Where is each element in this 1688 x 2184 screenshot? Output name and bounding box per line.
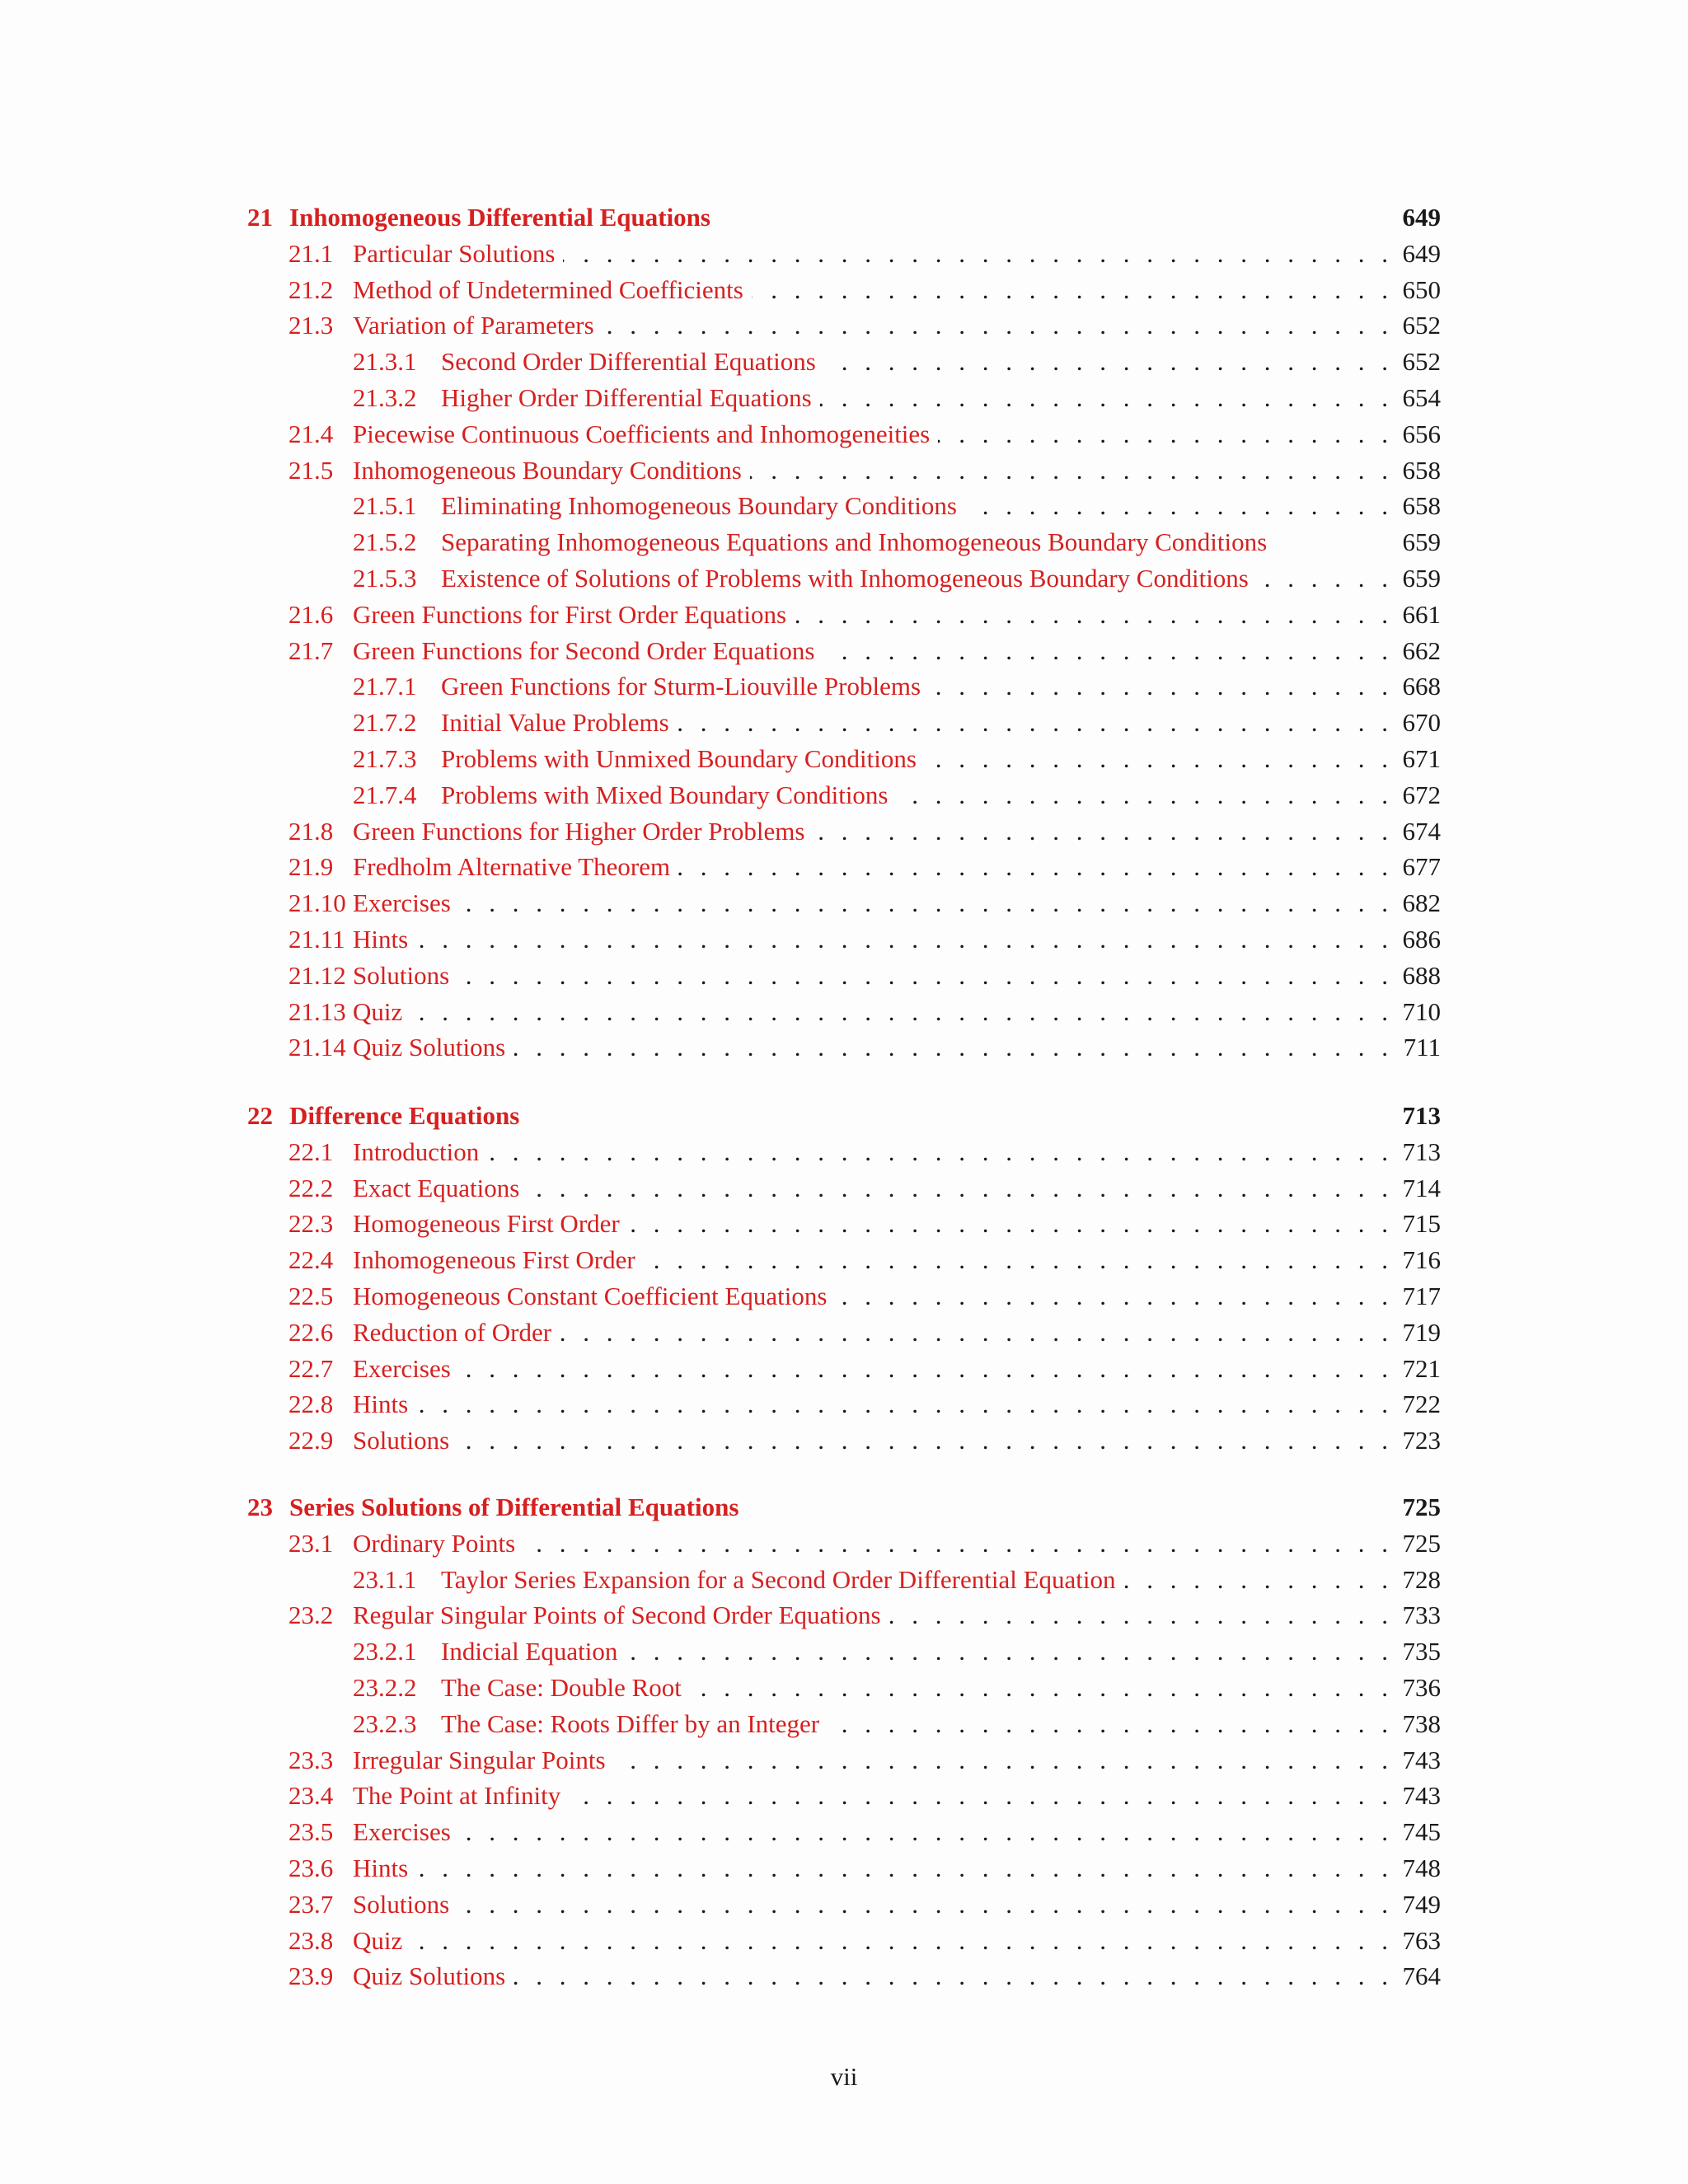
section-page: 711 bbox=[1403, 1033, 1441, 1062]
dot-leader bbox=[824, 345, 1388, 378]
dot-leader bbox=[459, 1352, 1388, 1385]
dot-leader bbox=[813, 815, 1388, 848]
toc-section-entry[interactable] bbox=[288, 1031, 1441, 1064]
section-number: 21.2 bbox=[288, 275, 334, 304]
dot-leader bbox=[965, 490, 1388, 523]
section-number: 23.1.1 bbox=[353, 1565, 417, 1594]
section-title: Problems with Unmixed Boundary Conditions bbox=[441, 744, 917, 773]
section-title: Homogeneous Constant Coefficient Equations bbox=[353, 1282, 828, 1310]
section-page: 652 bbox=[1402, 347, 1441, 376]
section-number: 23.1 bbox=[288, 1529, 334, 1558]
toc-subsubsection-entry[interactable] bbox=[353, 670, 1441, 703]
toc-section-entry[interactable] bbox=[288, 1888, 1441, 1921]
section-number: 23.5 bbox=[288, 1817, 334, 1846]
section-number: 21.7.1 bbox=[353, 672, 417, 701]
chapter-page: 725 bbox=[1402, 1493, 1441, 1521]
toc-section-entry[interactable] bbox=[288, 996, 1441, 1029]
chapter-number: 21 bbox=[247, 203, 273, 232]
section-page: 671 bbox=[1402, 744, 1441, 773]
toc-section-entry[interactable] bbox=[288, 1960, 1441, 1993]
dot-leader bbox=[835, 1280, 1388, 1313]
section-page: 716 bbox=[1402, 1245, 1441, 1274]
section-title: Method of Undetermined Coefficients bbox=[353, 275, 743, 304]
toc-subsubsection-entry[interactable] bbox=[353, 490, 1441, 523]
dot-leader bbox=[626, 1635, 1388, 1668]
section-number: 21.3 bbox=[288, 311, 334, 340]
section-page: 658 bbox=[1402, 456, 1441, 485]
section-number: 23.8 bbox=[288, 1926, 334, 1955]
section-page: 677 bbox=[1402, 852, 1441, 881]
section-page: 721 bbox=[1402, 1354, 1441, 1383]
toc-section-entry[interactable] bbox=[288, 1424, 1441, 1457]
section-number: 22.5 bbox=[288, 1282, 334, 1310]
section-number: 22.9 bbox=[288, 1426, 334, 1455]
section-page: 672 bbox=[1402, 780, 1441, 809]
section-title: Exact Equations bbox=[353, 1174, 520, 1202]
section-page: 748 bbox=[1402, 1854, 1441, 1882]
toc-section-entry[interactable] bbox=[288, 1280, 1441, 1313]
section-number: 21.5.3 bbox=[353, 564, 417, 593]
toc-section-entry[interactable] bbox=[288, 1527, 1441, 1560]
section-title: Variation of Parameters bbox=[353, 311, 594, 340]
section-title: Introduction bbox=[353, 1137, 480, 1166]
section-title: Hints bbox=[353, 1390, 409, 1418]
toc-subsubsection-entry[interactable] bbox=[353, 562, 1441, 595]
toc-section-entry[interactable] bbox=[288, 815, 1441, 848]
section-number: 23.6 bbox=[288, 1854, 334, 1882]
dot-leader bbox=[823, 635, 1388, 668]
chapter-title: Difference Equations bbox=[289, 1101, 520, 1130]
toc-subsubsection-entry[interactable] bbox=[353, 779, 1441, 812]
section-title: The Point at Infinity bbox=[353, 1781, 561, 1810]
dot-leader bbox=[1257, 562, 1388, 595]
section-number: 21.12 bbox=[288, 961, 346, 990]
section-number: 21.5 bbox=[288, 456, 334, 485]
section-number: 21.1 bbox=[288, 239, 334, 268]
section-number: 21.3.2 bbox=[353, 383, 417, 412]
dot-leader bbox=[560, 1316, 1388, 1349]
section-number: 21.14 bbox=[288, 1033, 346, 1062]
section-page: 738 bbox=[1402, 1709, 1441, 1738]
dot-leader bbox=[410, 1924, 1388, 1957]
chapter-number: 22 bbox=[247, 1101, 273, 1130]
page-number-footer: vii bbox=[830, 2062, 858, 2091]
toc-section-entry[interactable] bbox=[288, 1352, 1441, 1385]
dot-leader bbox=[750, 454, 1388, 487]
section-number: 21.7.4 bbox=[353, 780, 417, 809]
chapter-number: 23 bbox=[247, 1493, 273, 1521]
section-number: 21.10 bbox=[288, 888, 346, 917]
dot-leader bbox=[410, 996, 1388, 1029]
section-title: Ordinary Points bbox=[353, 1529, 516, 1558]
section-page: 656 bbox=[1402, 419, 1441, 448]
section-title: Green Functions for Second Order Equations bbox=[353, 636, 815, 665]
section-number: 22.4 bbox=[288, 1245, 334, 1274]
section-page: 763 bbox=[1402, 1926, 1441, 1955]
section-number: 22.2 bbox=[288, 1174, 334, 1202]
section-title: Exercises bbox=[353, 888, 451, 917]
toc-section-entry[interactable] bbox=[288, 1924, 1441, 1957]
dot-leader bbox=[416, 923, 1388, 956]
dot-leader bbox=[644, 1244, 1388, 1277]
section-page: 743 bbox=[1402, 1746, 1441, 1774]
section-title: Green Functions for First Order Equations bbox=[353, 600, 787, 629]
section-page: 722 bbox=[1402, 1390, 1441, 1418]
dot-leader bbox=[416, 1852, 1388, 1885]
section-title: Exercises bbox=[353, 1354, 451, 1383]
section-title: Taylor Series Expansion for a Second Order Differential Equation bbox=[441, 1565, 1116, 1594]
section-number: 21.6 bbox=[288, 600, 334, 629]
section-number: 23.2.3 bbox=[353, 1709, 417, 1738]
section-title: Higher Order Differential Equations bbox=[441, 383, 812, 412]
section-page: 652 bbox=[1402, 311, 1441, 340]
section-page: 736 bbox=[1402, 1673, 1441, 1702]
dot-leader bbox=[457, 959, 1388, 992]
toc-section-entry[interactable] bbox=[288, 454, 1441, 487]
dot-leader bbox=[938, 418, 1388, 451]
dot-leader bbox=[459, 887, 1388, 920]
section-number: 23.2.1 bbox=[353, 1637, 417, 1666]
toc-section-entry[interactable] bbox=[288, 1316, 1441, 1349]
section-page: 743 bbox=[1402, 1781, 1441, 1810]
section-number: 22.8 bbox=[288, 1390, 334, 1418]
section-title: Homogeneous First Order bbox=[353, 1209, 620, 1238]
section-page: 749 bbox=[1402, 1890, 1441, 1919]
dot-leader bbox=[569, 1779, 1388, 1812]
section-number: 21.9 bbox=[288, 852, 334, 881]
dot-leader bbox=[457, 1888, 1388, 1921]
section-page: 654 bbox=[1402, 383, 1441, 412]
section-title: Solutions bbox=[353, 1890, 450, 1919]
toc-section-entry[interactable] bbox=[288, 887, 1441, 920]
section-number: 21.7 bbox=[288, 636, 334, 665]
toc-section-entry[interactable] bbox=[288, 1816, 1441, 1849]
toc-section-entry[interactable] bbox=[288, 1244, 1441, 1277]
section-page: 659 bbox=[1402, 564, 1441, 593]
section-page: 682 bbox=[1402, 888, 1441, 917]
toc-section-entry[interactable] bbox=[288, 1172, 1441, 1205]
section-page: 745 bbox=[1402, 1817, 1441, 1846]
section-page: 674 bbox=[1402, 817, 1441, 846]
dot-leader bbox=[897, 779, 1389, 812]
section-page: 728 bbox=[1402, 1565, 1441, 1594]
toc-section-entry[interactable] bbox=[288, 1852, 1441, 1885]
section-title: Irregular Singular Points bbox=[353, 1746, 606, 1774]
dot-leader bbox=[523, 1527, 1388, 1560]
section-title: Particular Solutions bbox=[353, 239, 556, 268]
section-title: Eliminating Inhomogeneous Boundary Conditions bbox=[441, 491, 957, 520]
dot-leader bbox=[889, 1599, 1388, 1632]
dot-leader bbox=[614, 1744, 1388, 1777]
section-number: 21.3.1 bbox=[353, 347, 417, 376]
section-page: 714 bbox=[1402, 1174, 1441, 1202]
section-number: 22.6 bbox=[288, 1318, 334, 1347]
toc-section-entry[interactable] bbox=[288, 959, 1441, 992]
section-page: 649 bbox=[1402, 239, 1441, 268]
toc-section-entry[interactable] bbox=[288, 418, 1441, 451]
section-number: 21.8 bbox=[288, 817, 334, 846]
dot-leader bbox=[678, 706, 1388, 739]
section-number: 21.7.3 bbox=[353, 744, 417, 773]
dot-leader bbox=[416, 1388, 1388, 1421]
section-page: 733 bbox=[1402, 1601, 1441, 1629]
toc-subsubsection-entry[interactable] bbox=[353, 345, 1441, 378]
section-number: 22.7 bbox=[288, 1354, 334, 1383]
toc-section-entry[interactable] bbox=[288, 1744, 1441, 1777]
dot-leader bbox=[752, 274, 1388, 307]
section-number: 21.5.1 bbox=[353, 491, 417, 520]
section-page: 668 bbox=[1402, 672, 1441, 701]
toc-subsubsection-entry[interactable] bbox=[353, 706, 1441, 739]
toc-section-entry[interactable] bbox=[288, 851, 1441, 883]
toc-section-entry[interactable] bbox=[288, 1779, 1441, 1812]
dot-leader bbox=[563, 237, 1388, 270]
section-title: Fredholm Alternative Theorem bbox=[353, 852, 671, 881]
chapter-heading[interactable] bbox=[247, 1491, 1441, 1524]
toc-section-entry[interactable] bbox=[288, 237, 1441, 270]
section-title: Indicial Equation bbox=[441, 1637, 618, 1666]
section-title: Hints bbox=[353, 925, 409, 954]
section-number: 21.11 bbox=[288, 925, 345, 954]
toc-section-entry[interactable] bbox=[288, 1136, 1441, 1169]
toc-subsubsection-entry[interactable] bbox=[353, 526, 1441, 559]
toc-subsubsection-entry[interactable] bbox=[353, 382, 1441, 415]
dot-leader bbox=[678, 851, 1388, 883]
dot-leader bbox=[459, 1816, 1388, 1849]
toc-section-entry[interactable] bbox=[288, 1599, 1441, 1632]
dot-leader bbox=[690, 1671, 1388, 1704]
section-page: 725 bbox=[1402, 1529, 1441, 1558]
dot-leader bbox=[487, 1136, 1388, 1169]
section-number: 23.4 bbox=[288, 1781, 334, 1810]
section-page: 661 bbox=[1402, 600, 1441, 629]
section-page: 659 bbox=[1402, 527, 1441, 556]
toc-section-entry[interactable] bbox=[288, 598, 1441, 631]
section-title: Quiz bbox=[353, 1926, 403, 1955]
section-page: 650 bbox=[1402, 275, 1441, 304]
toc-section-entry[interactable] bbox=[288, 635, 1441, 668]
section-page: 735 bbox=[1402, 1637, 1441, 1666]
section-title: Quiz bbox=[353, 997, 403, 1026]
section-number: 23.2.2 bbox=[353, 1673, 417, 1702]
dot-leader bbox=[795, 598, 1388, 631]
toc-subsubsection-entry[interactable] bbox=[353, 1671, 1441, 1704]
section-title: Green Functions for Higher Order Problems bbox=[353, 817, 805, 846]
section-number: 22.1 bbox=[288, 1137, 334, 1166]
section-title: Inhomogeneous Boundary Conditions bbox=[353, 456, 742, 485]
section-title: Initial Value Problems bbox=[441, 708, 669, 737]
section-title: Piecewise Continuous Coefficients and Inhomogeneities bbox=[353, 419, 931, 448]
section-number: 23.3 bbox=[288, 1746, 334, 1774]
section-page: 715 bbox=[1402, 1209, 1441, 1238]
dot-leader bbox=[457, 1424, 1388, 1457]
dot-leader bbox=[528, 1172, 1388, 1205]
toc-section-entry[interactable] bbox=[288, 1388, 1441, 1421]
dot-leader bbox=[828, 1708, 1388, 1741]
dot-leader bbox=[925, 743, 1388, 776]
section-title: Exercises bbox=[353, 1817, 451, 1846]
section-number: 21.4 bbox=[288, 419, 334, 448]
chapter-heading[interactable] bbox=[247, 1099, 1441, 1132]
dot-leader bbox=[1124, 1563, 1388, 1596]
section-number: 21.5.2 bbox=[353, 527, 417, 556]
section-page: 717 bbox=[1402, 1282, 1441, 1310]
section-page: 658 bbox=[1402, 491, 1441, 520]
dot-leader bbox=[513, 1031, 1388, 1064]
section-title: Quiz Solutions bbox=[353, 1961, 506, 1990]
section-title: Green Functions for Sturm-Liouville Problems bbox=[441, 672, 921, 701]
toc-section-entry[interactable] bbox=[288, 1207, 1441, 1240]
chapter-title: Series Solutions of Differential Equations bbox=[289, 1493, 739, 1521]
section-page: 719 bbox=[1402, 1318, 1441, 1347]
section-page: 662 bbox=[1402, 636, 1441, 665]
dot-leader bbox=[513, 1960, 1388, 1993]
section-title: Inhomogeneous First Order bbox=[353, 1245, 635, 1274]
toc-subsubsection-entry[interactable] bbox=[353, 1635, 1441, 1668]
section-number: 23.9 bbox=[288, 1961, 334, 1990]
section-number: 23.2 bbox=[288, 1601, 334, 1629]
section-title: Solutions bbox=[353, 1426, 450, 1455]
section-page: 723 bbox=[1402, 1426, 1441, 1455]
section-title: Quiz Solutions bbox=[353, 1033, 506, 1062]
chapter-heading[interactable] bbox=[247, 201, 1441, 234]
chapter-page: 713 bbox=[1402, 1101, 1441, 1130]
section-number: 23.7 bbox=[288, 1890, 334, 1919]
section-number: 21.7.2 bbox=[353, 708, 417, 737]
section-number: 21.13 bbox=[288, 997, 346, 1026]
section-title: The Case: Roots Differ by an Integer bbox=[441, 1709, 820, 1738]
section-page: 713 bbox=[1402, 1137, 1441, 1166]
section-page: 670 bbox=[1402, 708, 1441, 737]
dot-leader bbox=[820, 382, 1388, 415]
section-title: Separating Inhomogeneous Equations and Inhomogeneous Boundary Conditions bbox=[441, 527, 1268, 556]
toc-subsubsection-entry[interactable] bbox=[353, 743, 1441, 776]
section-title: Solutions bbox=[353, 961, 450, 990]
section-number: 22.3 bbox=[288, 1209, 334, 1238]
section-title: Hints bbox=[353, 1854, 409, 1882]
section-page: 686 bbox=[1402, 925, 1441, 954]
section-title: Second Order Differential Equations bbox=[441, 347, 816, 376]
toc-subsubsection-entry[interactable] bbox=[353, 1563, 1441, 1596]
toc-section-entry[interactable] bbox=[288, 274, 1441, 307]
section-page: 688 bbox=[1402, 961, 1441, 990]
toc-section-entry[interactable] bbox=[288, 923, 1441, 956]
chapter-page: 649 bbox=[1402, 203, 1441, 232]
section-page: 710 bbox=[1402, 997, 1441, 1026]
section-page: 764 bbox=[1402, 1961, 1441, 1990]
toc-subsubsection-entry[interactable] bbox=[353, 1708, 1441, 1741]
toc-section-entry[interactable] bbox=[288, 309, 1441, 342]
section-title: Reduction of Order bbox=[353, 1318, 552, 1347]
dot-leader bbox=[603, 309, 1388, 342]
chapter-title: Inhomogeneous Differential Equations bbox=[289, 203, 710, 232]
section-title: Existence of Solutions of Problems with Inhomogeneous Boundary Conditions bbox=[441, 564, 1249, 593]
dot-leader bbox=[929, 670, 1388, 703]
section-title: Problems with Mixed Boundary Conditions bbox=[441, 780, 889, 809]
dot-leader bbox=[628, 1207, 1388, 1240]
section-title: Regular Singular Points of Second Order Equations bbox=[353, 1601, 881, 1629]
section-title: The Case: Double Root bbox=[441, 1673, 682, 1702]
